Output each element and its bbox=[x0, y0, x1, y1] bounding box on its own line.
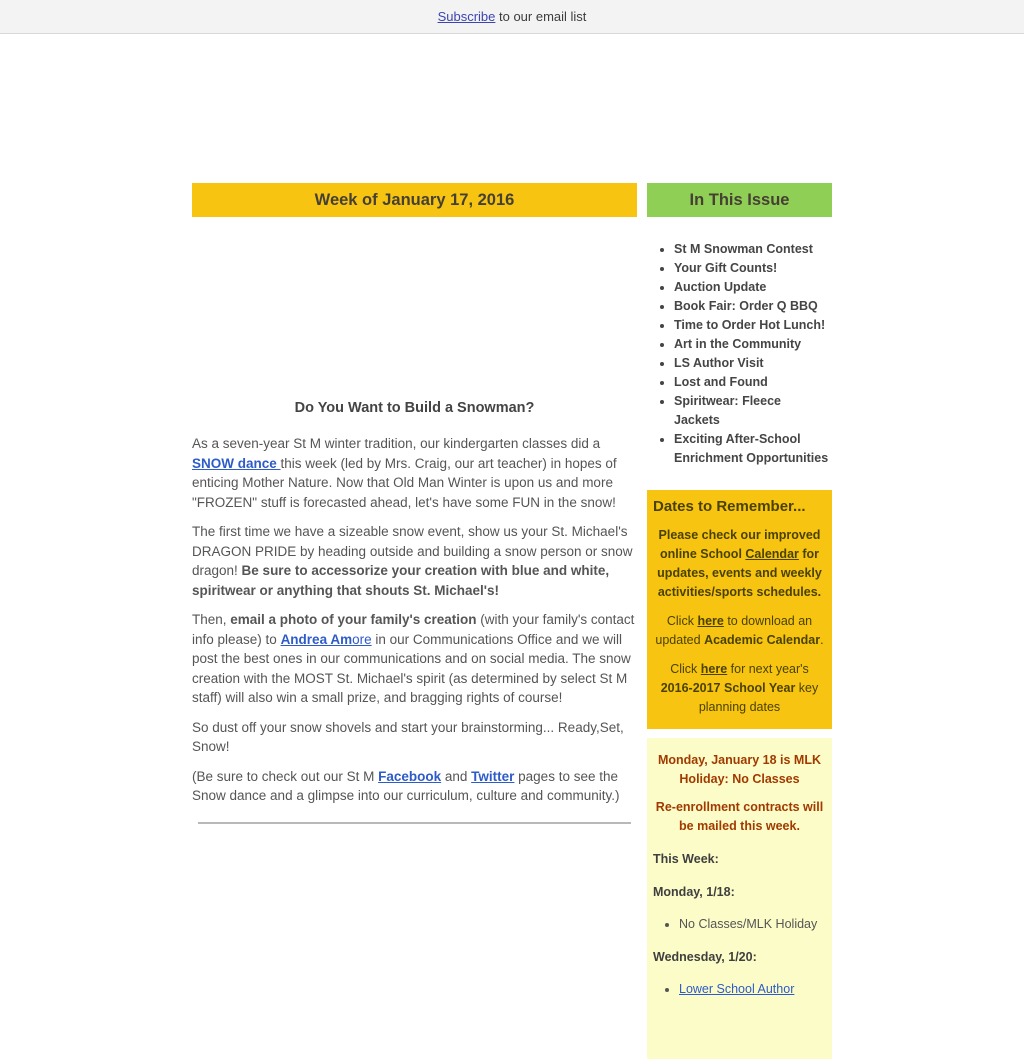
text-segment: Be sure to accessorize your creation with blue and white, spiritwear or anything that shouts St. Michael's! bbox=[192, 563, 610, 598]
calendar-link[interactable]: Calendar bbox=[745, 547, 799, 561]
day-item-list bbox=[652, 915, 827, 934]
reenrollment-alert: Re-enrollment contracts will be mailed this week. bbox=[655, 800, 824, 833]
andrea-amore-link[interactable]: Andrea Am bbox=[280, 631, 353, 647]
article-paragraph bbox=[192, 718, 637, 757]
this-week-label: This Week: bbox=[653, 852, 719, 866]
issue-list-item: • St M Snowman Contest bbox=[674, 240, 830, 259]
text-segment: 2016-2017 School Year bbox=[660, 681, 796, 695]
day-item bbox=[679, 980, 827, 999]
text-segment: The first time we have a sizeable snow event, show us your St. Michael's DRAGON PRIDE by heading outside and building a snow person or snow dragon! bbox=[192, 524, 633, 578]
text-segment: So dust off your snow shovels and start your brainstorming... Ready,Set, Snow! bbox=[192, 719, 624, 754]
article-paragraph bbox=[192, 522, 637, 600]
text-segment: for updates, events and weekly activities/sports schedules. bbox=[657, 547, 822, 599]
issue-list-item: • Time to Order Hot Lunch! bbox=[674, 316, 830, 335]
day-label: Monday, 1/18: bbox=[653, 885, 735, 899]
text-segment: Then, bbox=[192, 612, 231, 627]
text-segment: to download an updated bbox=[655, 614, 813, 647]
text-segment: and bbox=[441, 768, 472, 784]
text-segment: pages to see the Snow dance and a glimpse into our curriculum, culture and community.) bbox=[192, 768, 620, 803]
text-segment: (Be sure to check out our St M bbox=[192, 768, 379, 784]
text-segment: Please check our improved online School bbox=[658, 528, 821, 561]
dates-box-paragraphs bbox=[653, 526, 826, 717]
text-segment: for next year's bbox=[727, 662, 809, 676]
article-paragraphs bbox=[192, 434, 637, 806]
text-segment: in our Communications Office and we will post the best ones in our communications and on social media. The snow creation with the MOST St. Michael's spirit (as determined by select St M staff) will also win a small prize, and bragging rights of course! bbox=[192, 631, 631, 705]
text-segment: email a photo of your family's creation bbox=[230, 612, 477, 627]
lower-school-author-link[interactable]: Lower School Author bbox=[679, 982, 795, 996]
in-this-issue-banner: In This Issue bbox=[647, 183, 832, 217]
issue-list-item: • Exciting After-School Enrichment Opportunities bbox=[674, 430, 830, 468]
text-segment: As a seven-year St M winter tradition, our kindergarten classes did a bbox=[192, 436, 601, 451]
dates-to-remember-box bbox=[647, 490, 832, 729]
text-segment: key planning dates bbox=[698, 681, 819, 714]
text-segment: (with your family's contact info please) to bbox=[192, 612, 635, 647]
subscribe-bar-text: to our email list bbox=[495, 9, 587, 24]
text-segment: Click bbox=[666, 614, 698, 628]
subscribe-bar bbox=[0, 0, 1024, 34]
day-item-list bbox=[652, 980, 827, 999]
email-body bbox=[192, 183, 832, 1059]
academic-calendar-here-link[interactable]: here bbox=[697, 614, 724, 628]
day-item: • No Classes/MLK Holiday bbox=[679, 915, 827, 934]
main-column bbox=[192, 183, 637, 824]
text-segment: this week (led by Mrs. Craig, our art teacher) in hopes of enticing Mother Nature. Now that Old Man Winter is upon us and more "FROZEN" stuff is forecasted ahead, let's have some FUN in the snow! bbox=[192, 455, 617, 510]
in-this-issue-list bbox=[647, 240, 832, 468]
dates-box-paragraph bbox=[653, 612, 826, 650]
andrea-amore-link[interactable]: ore bbox=[352, 631, 372, 647]
issue-list-item: • Your Gift Counts! bbox=[674, 259, 830, 278]
mlk-holiday-alert: Monday, January 18 is MLK Holiday: No Classes bbox=[657, 753, 821, 786]
this-week-box bbox=[647, 738, 832, 1059]
dates-box-title: Dates to Remember... bbox=[653, 498, 806, 515]
text-segment: Click bbox=[670, 662, 701, 676]
issue-list-item: • Spiritwear: Fleece Jackets bbox=[674, 392, 830, 430]
sidebar bbox=[647, 183, 832, 1059]
planning-dates-here-link[interactable]: here bbox=[700, 662, 728, 676]
dates-box-paragraph bbox=[653, 526, 826, 602]
issue-list-item: • Auction Update bbox=[674, 278, 830, 297]
dates-box-paragraph bbox=[653, 660, 826, 717]
article-paragraph bbox=[192, 610, 637, 708]
subscribe-link[interactable]: Subscribe bbox=[437, 9, 496, 24]
issue-list-item: • LS Author Visit bbox=[674, 354, 830, 373]
article-paragraph bbox=[192, 434, 637, 512]
article-paragraph bbox=[192, 767, 637, 806]
issue-list-item: • Art in the Community bbox=[674, 335, 830, 354]
text-segment: . bbox=[820, 633, 824, 647]
facebook-link[interactable]: Facebook bbox=[378, 768, 442, 784]
week-days bbox=[652, 883, 827, 999]
issue-list-item: • Lost and Found bbox=[674, 373, 830, 392]
article-title: Do You Want to Build a Snowman? bbox=[294, 400, 535, 416]
text-segment: Academic Calendar bbox=[704, 633, 821, 647]
section-divider bbox=[198, 822, 631, 824]
week-banner: Week of January 17, 2016 bbox=[192, 183, 637, 217]
twitter-link[interactable]: Twitter bbox=[471, 768, 515, 784]
snow-dance-link[interactable]: SNOW dance bbox=[192, 455, 281, 471]
day-label: Wednesday, 1/20: bbox=[653, 950, 757, 964]
issue-list-item: • Book Fair: Order Q BBQ bbox=[674, 297, 830, 316]
